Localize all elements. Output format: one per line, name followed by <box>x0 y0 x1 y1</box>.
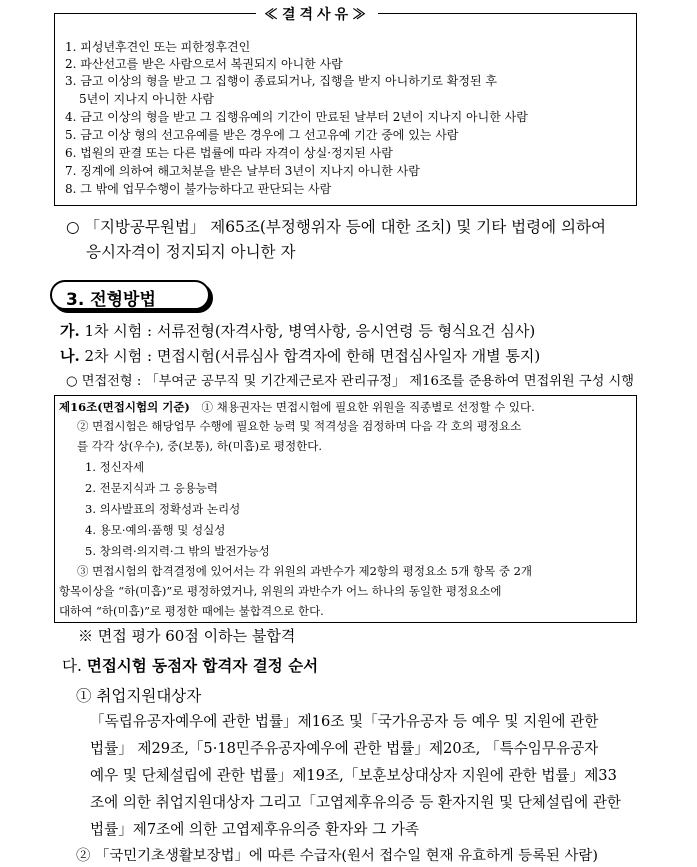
list-item: 5. 창의력·의지력·그 밖의 발전가능성 <box>85 544 270 558</box>
list-item: 1. 정신자세 <box>85 460 145 474</box>
list-item: 4. 금고 이상의 형을 받고 그 집행유예의 기간이 만료된 날부터 2년이 지나지 아니한 사람 <box>65 110 528 124</box>
article-16-p3-cont2: 대하여 “하(미흡)”로 평정한 때에는 불합격으로 한다. <box>59 604 324 618</box>
article-16-p1 <box>59 399 535 415</box>
tie-heading <box>62 654 318 676</box>
list-item: 1. 피성년후견인 또는 피한정후견인 <box>65 40 251 54</box>
step-1 <box>60 320 535 341</box>
list-item: 3. 금고 이상의 형을 받고 그 집행이 종료되거나, 집행을 받지 아니하기로 확정된 후 <box>65 74 497 88</box>
list-item: 6. 법원의 판결 또는 다른 법률에 따라 자격이 상실·정지된 사람 <box>65 146 393 160</box>
step-1-text: 1차 시험 : 서류전형(자격사항, 병역사항, 응시연령 등 형식요건 심사) <box>84 322 536 340</box>
step-1-marker: 가. <box>60 322 80 340</box>
disqualification-title: ≪결격사유≫ <box>256 4 378 24</box>
list-item: 2. 전문지식과 그 응용능력 <box>85 481 219 495</box>
article-16-p2-cont: 를 각각 상(우수), 중(보통), 하(미흡)로 평정한다. <box>77 439 323 453</box>
article-16-p1-text: ① 채용권자는 면접시험에 필요한 위원을 직종별로 선정할 수 있다. <box>201 400 535 414</box>
step-2-marker: 나. <box>60 347 80 365</box>
step-2-text: 2차 시험 : 면접시험(서류심사 합격자에 한해 면접심사일자 개별 통지) <box>84 347 541 365</box>
tie-item-1-line: 조에 의한 취업지원대상자 그리고「고엽제후유의증 등 환자지원 및 단체설립에 관한 <box>90 794 622 811</box>
tie-item-1-line: 「독립유공자예우에 관한 법률」제16조 및「국가유공자 등 예우 및 지원에 관한 <box>90 713 599 730</box>
list-item: 3. 의사발표의 정확성과 논리성 <box>85 502 241 516</box>
article-16-box <box>54 395 637 623</box>
tie-item-1-line: 법률」제7조에 의한 고엽제후유의증 환자와 그 가족 <box>90 821 420 838</box>
disqualification-note: ○ 「지방공무원법」 제65조(부정행위자 등에 대한 조치) 및 기타 법령에 의하여 <box>66 218 606 236</box>
list-item: 4. 용모·예의·품행 및 성실성 <box>85 523 226 537</box>
tie-item-1-line: 법률」 제29조,「5·18민주유공자예우에 관한 법률」제20조, 「특수임무유공자 <box>90 740 599 757</box>
tie-item-1-line: 예우 및 단체설립에 관한 법률」제19조,「보훈보상대상자 지원에 관한 법률」제33 <box>90 767 617 784</box>
tie-heading-text: 면접시험 동점자 합격자 결정 순서 <box>86 656 319 675</box>
tie-item-1: ① 취업지원대상자 <box>76 687 202 705</box>
tie-item-2: ② 「국민기초생활보장법」에 따른 수급자(원서 접수일 현재 유효하게 등록된 사람) <box>76 848 598 864</box>
disqualification-note-cont: 응시자격이 정지되지 아니한 자 <box>86 243 296 261</box>
section-heading <box>50 280 210 310</box>
step-2 <box>60 345 540 366</box>
article-16-p3: ③ 면접시험의 합격결정에 있어서는 각 위원의 과반수가 제2항의 평정요소 5개 항목 중 2개 <box>77 564 533 578</box>
disqualification-box <box>54 13 637 206</box>
article-16-p3-cont: 항목이상을 “하(미흡)”로 평정하였거나, 위원의 과반수가 어느 하나의 동일한 평정요소에 <box>59 584 502 598</box>
list-item: 5. 금고 이상 형의 선고유예를 받은 경우에 그 선고유예 기간 중에 있는 사람 <box>65 128 459 142</box>
article-16-p2: ② 면접시험은 해당업무 수행에 필요한 능력 및 적격성을 검정하며 다음 각 호의 평정요소 <box>77 419 522 433</box>
fail-note: ※ 면접 평가 60점 이하는 불합격 <box>78 627 296 645</box>
article-16-title: 제16조(면접시험의 기준) <box>59 400 190 414</box>
list-item: 5년이 지나지 아니한 사람 <box>79 92 214 106</box>
list-item: 2. 파산선고를 받은 사람으로서 복권되지 아니한 사람 <box>65 57 343 71</box>
section-heading-label: 3. 전형방법 <box>66 290 156 310</box>
interview-note: ○ 면접전형 : 「부여군 공무직 및 기간제근로자 관리규정」 제16조를 준용하여 면접위원 구성 시행 <box>66 374 635 389</box>
list-item: 8. 그 밖에 업무수행이 불가능하다고 판단되는 사람 <box>65 182 332 196</box>
list-item: 7. 징계에 의하여 해고처분을 받은 날부터 3년이 지나지 아니한 사람 <box>65 164 420 178</box>
tie-heading-marker: 다. <box>62 657 82 675</box>
